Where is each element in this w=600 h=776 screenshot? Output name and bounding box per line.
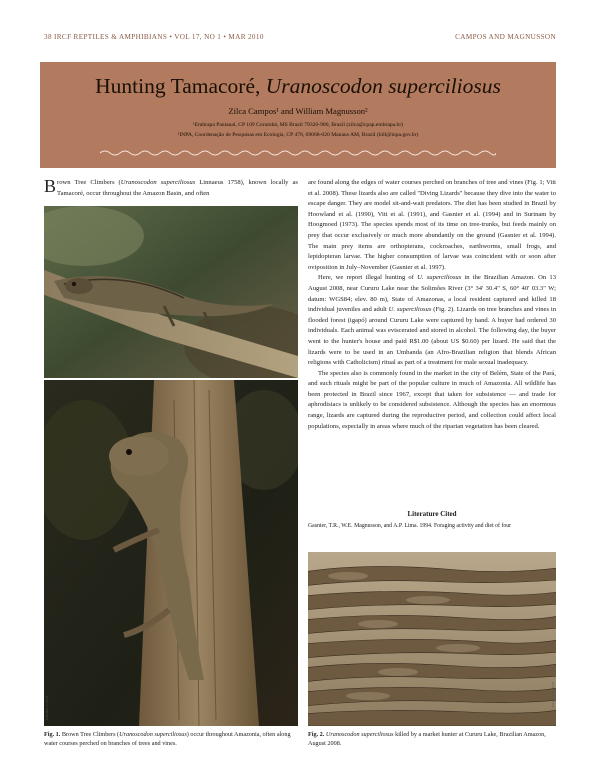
literature-ref-1: Gasnier, T.R., W.E. Magnusson, and A.P. Lima. 1994. Foraging activity and diet of four: [308, 523, 512, 529]
figure1-credit: LAURIE J. VITT: [45, 694, 49, 720]
figure1-caption-b: ) occur throughout Amazonia, often along water courses perched on branches of trees and vines.: [44, 731, 291, 747]
p2-species-2: U. superciliosus: [388, 306, 432, 314]
paragraph-2: [308, 273, 556, 368]
figure1-caption-a: Brown Tree Climbers (: [60, 731, 120, 738]
affiliation-1: ¹Embrapa Pantanal, CP 109 Corumbá, MS Brazil 79320-900, Brazil (zilca@cpap.embrapa.br): [192, 122, 404, 128]
title-banner: [40, 62, 556, 168]
intro-paragraph: [44, 178, 298, 199]
article-title: [40, 74, 556, 99]
p2-text-b: in the Brazilian Amazon. On 13 August 2008, near Cururu Lake near the Solimões River (3° 34' 30.4" S, 60° 40' 03.3" W; datum: WGS84; elev. 80 m), State of Amazonas, a local resident captured and killed 18 individual juveniles and adult: [308, 274, 557, 314]
figure1-label: Fig. 1.: [44, 731, 61, 738]
running-header-right: CAMPOS AND MAGNUSSON: [455, 33, 556, 41]
p2-text-c: (Fig. 2). Lizards on tree branches and vines in flooded forest (igapó) around Cururu Lake were captured by hand. A buyer had ordered 30 individuals. Each animal was eviscerated and stored in alcohol. The following day, the buyer went to the hunter's house and paid R$1.00 (about US $0.60) per lizard. He said that the lizards were to be used in an Umbanda (an Afro-Brazilian religion that blends African religions with Catholicism) ritual as part of a treatment for male sexual inadequacy.: [308, 306, 556, 367]
paragraph-3: The species also is commonly found in the market in the city of Belém, State of the Pará, and such rituals might be part of the popular culture in much of Amazonia. All wildlife has been protected in Brazil since 1967, except that taken for subsistence — and trade for aphrodisiacs is unlikely to be considered subsistence. Although the species has an enormous range, lizards are captured during the reproductive period, and collection could affect local populations, especially in areas where much of the riparian vegetation has been cleared.: [308, 369, 556, 430]
figure1-caption: [44, 730, 298, 748]
intro-text-b: Linnaeus 1758), known locally as Tamacoré, occur throughout the Amazon Basin, and often: [57, 179, 298, 197]
figure1-photo-bottom: [44, 380, 298, 726]
literature-heading: Literature Cited: [407, 510, 457, 518]
title-text: Hunting Tamacoré,: [95, 74, 266, 98]
body-text-right: [308, 178, 556, 432]
dropcap: B: [44, 176, 57, 196]
figure2-label: Fig. 2.: [308, 731, 325, 738]
figure2-species: Uranoscodon superciliosus: [325, 731, 394, 738]
intro-text-a: rown Tree Climbers (: [57, 179, 121, 186]
authors: Zilca Campos¹ and William Magnusson²: [228, 106, 368, 116]
figure2-caption-text: killed by a market hunter at Cururu Lake, Brazilian Amazon, August 2008.: [308, 731, 546, 747]
intro-species: Uranoscodon superciliosus: [120, 179, 196, 186]
affiliation-2: ²INPA, Coordenação de Pesquisas em Ecologia, CP 478, 69068-020 Manaus AM, Brazil (bill@inpa.gov.br): [177, 132, 419, 138]
figure1-species: Uranoscodon superciliosus: [119, 731, 187, 738]
figure2-credit: ZILCA CAMPOS: [551, 682, 555, 708]
figure2-photo: [308, 552, 556, 726]
p2-species-1: U. superciliosus: [417, 274, 462, 282]
decorative-wave-rule: [100, 148, 496, 158]
paragraph-1: are found along the edges of water courses perched on branches of tree and vines (Fig. 1; Vitt et al. 2008). These lizards also are called "Diving Lizards" because they dive into the water to escape danger. They are model sit-and-wait predators. The diet has been studied in Brazil by Hoowland et al. (1990), Vitt et al. (1991), and Gasnier et al. (1994) and in Surinam by Hoogmoed (1973). The species spends most of its time on tree-trunks, but feeds mainly on prey that occur exclusively or much more abundantly on the ground (Gasnier et al. 1994). The main prey items are orthopterans, cockroaches, earthworms, small frogs, and lepidopteran larvae. The higher consumption of larvae was coincident with or soon after oviposition in July–November (Gasnier et al. 1997).: [308, 179, 556, 271]
title-species: Uranoscodon superciliosus: [265, 74, 501, 98]
p2-text-a: Here, we report illegal hunting of: [318, 274, 418, 282]
figure1-photo-top: [44, 206, 298, 378]
figure2-caption: [308, 730, 556, 748]
running-header-left: 38 IRCF REPTILES & AMPHIBIANS • VOL 17, NO 1 • MAR 2010: [44, 33, 264, 41]
